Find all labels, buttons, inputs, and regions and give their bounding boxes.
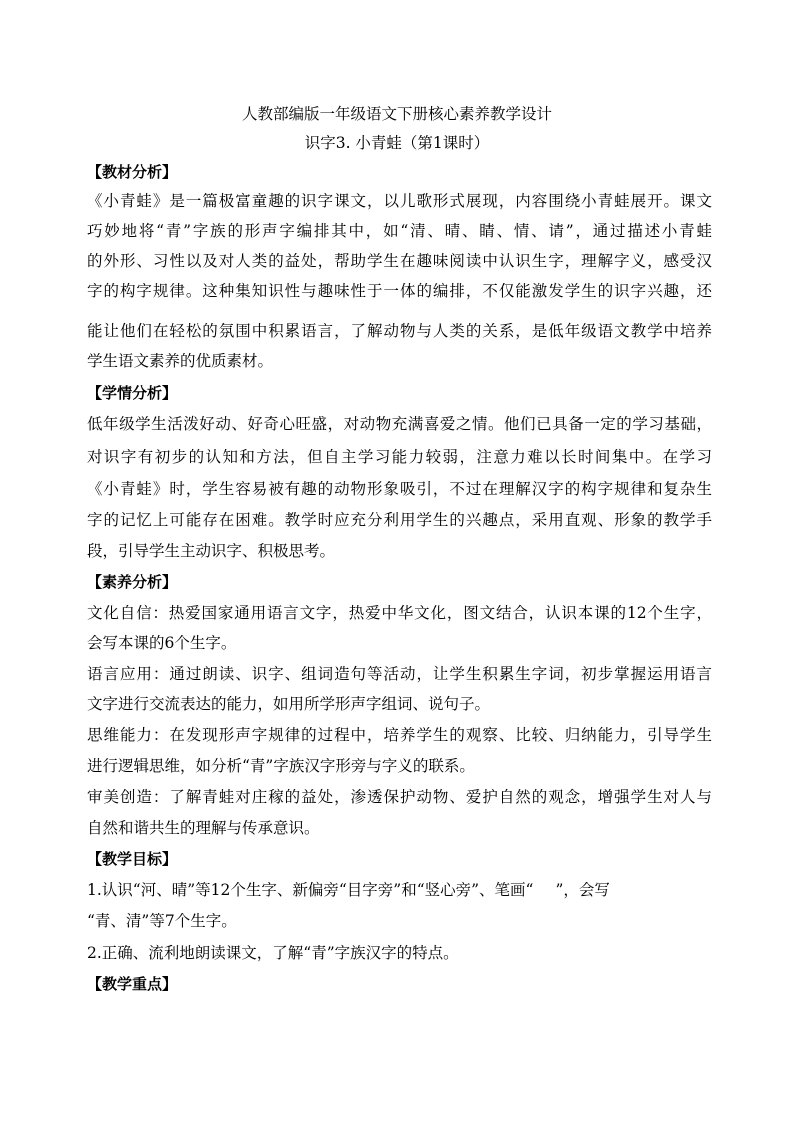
section-heading-student-analysis: 【学情分析】 [87, 384, 178, 402]
document-subtitle: 识字3. 小青蛙（第1课时） [304, 134, 490, 152]
section-heading-teaching-goals: 【教学目标】 [87, 850, 178, 868]
goal-text: 1.认识“河、晴”等12个生字、新偏旁“目字旁”和“竖心旁”、笔画“ [87, 881, 534, 899]
paragraph-line: 巧妙地将“青”字族的形声字编排其中，如“清、晴、睛、情、请”，通过描述小青蛙 [87, 222, 712, 240]
paragraph-line: 的外形、习性以及对人类的益处，帮助学生在趣味阅读中认识生字，理解字义，感受汉 [87, 252, 712, 270]
paragraph-line: 低年级学生活泼好动、好奇心旺盛，对动物充满喜爱之情。他们已具备一定的学习基础， [87, 415, 712, 433]
section-heading-teaching-focus: 【教学重点】 [87, 975, 178, 993]
paragraph-line [87, 880, 712, 900]
paragraph-line: 《小青蛙》时，学生容易被有趣的动物形象吸引，不过在理解汉字的构字规律和复杂生 [87, 480, 712, 498]
document-title: 人教部编版一年级语文下册核心素养教学设计 [241, 105, 552, 123]
paragraph-line: 2.正确、流利地朗读课文，了解“青”字族汉字的特点。 [87, 944, 459, 962]
paragraph-line: 进行逻辑思维，如分析“青”字族汉字形旁与字义的联系。 [87, 757, 475, 775]
paragraph-line: 自然和谐共生的理解与传承意识。 [87, 819, 320, 837]
paragraph-line: 语言应用：通过朗读、识字、组词造句等活动，让学生积累生字词，初步掌握运用语言 [87, 665, 712, 683]
paragraph-line: 文化自信：热爱国家通用语言文字，热爱中华文化，图文结合，认识本课的12个生字， [87, 604, 712, 622]
goal-text-tail: ”，会写 [555, 881, 610, 899]
paragraph-line: 审美创造：了解青蛙对庄稼的益处，渗透保护动物、爱护自然的观念，增强学生对人与 [87, 788, 712, 806]
section-heading-literacy-analysis: 【素养分析】 [87, 573, 178, 591]
paragraph-line: 能让他们在轻松的氛围中积累语言，了解动物与人类的关系，是低年级语文教学中培养 [87, 322, 712, 340]
paragraph-line: 文字进行交流表达的能力，如用所学形声字组词、说句子。 [87, 695, 491, 713]
paragraph-line: 会写本课的6个生字。 [87, 634, 237, 652]
paragraph-line: 思维能力：在发现形声字规律的过程中，培养学生的观察、比较、归纳能力，引导学生 [87, 726, 712, 744]
paragraph-line: 《小青蛙》是一篇极富童趣的识字课文，以儿歌形式展现，内容围绕小青蛙展开。课文 [87, 192, 712, 210]
paragraph-line: 学生语文素养的优质素材。 [87, 352, 274, 370]
paragraph-line: “青、清”等7个生字。 [87, 912, 237, 930]
paragraph-line: 字的构字规律。这种集知识性与趣味性于一体的编排，不仅能激发学生的识字兴趣，还 [87, 282, 712, 300]
paragraph-line: 段，引导学生主动识字、积极思考。 [87, 542, 336, 560]
paragraph-line: 字的记忆上可能存在困难。教学时应充分利用学生的兴趣点，采用直观、形象的教学手 [87, 511, 712, 529]
section-heading-textbook-analysis: 【教材分析】 [87, 163, 178, 181]
paragraph-line: 对识字有初步的认知和方法，但自主学习能力较弱，注意力难以长时间集中。在学习 [87, 448, 712, 466]
